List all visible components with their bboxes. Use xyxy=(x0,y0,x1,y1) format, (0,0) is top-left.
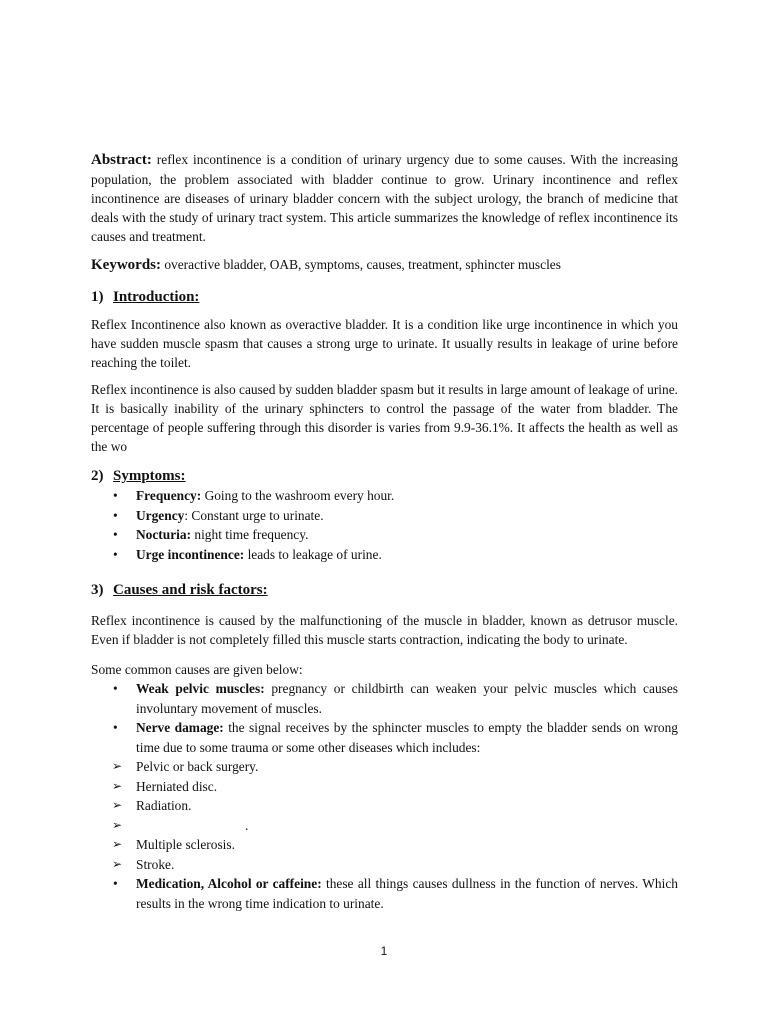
bullet-icon: • xyxy=(113,720,118,735)
keywords-text: overactive bladder, OAB, symptoms, causes, treatment, sphincter muscles xyxy=(161,257,561,272)
causes-paragraph-2: Some common causes are given below: xyxy=(91,662,303,677)
arrow-bullet-icon: ➢ xyxy=(112,778,123,793)
bullet-icon: • xyxy=(113,546,118,562)
abstract-paragraph xyxy=(91,150,678,246)
arrow-bullet-icon: ➢ xyxy=(112,798,123,812)
list-item: • Frequency: Going to the washroom every hour. xyxy=(91,486,678,506)
keywords-paragraph xyxy=(91,255,678,275)
section-heading-introduction: 1) Introduction: xyxy=(91,289,200,305)
bullet-icon: • xyxy=(113,488,118,503)
list-item: ➢ Stroke. xyxy=(91,855,678,875)
arrow-bullet-icon: ➢ xyxy=(112,759,123,773)
document-page xyxy=(91,150,678,913)
bullet-icon: • xyxy=(113,876,118,891)
abstract-text: reflex incontinence is a condition of urinary urgency due to some causes. With the increasing population, the problem associated with bladder continue to grow. Urinary incontinence and reflex incontinence are diseases of urinary bladder concern with the subject urology, the branch of medicine that deals with the study of urinary tract system. This article summarizes the knowledge of reflex incontinence its causes and treatment. xyxy=(91,152,678,244)
introduction-paragraph-1: Reflex Incontinence also known as overactive bladder. It is a condition like urge incontinence in which you have sudden muscle spasm that causes a strong urge to urinate. It usually results in leakage of urine before reaching the toilet. xyxy=(91,317,678,370)
list-item: ➢ . xyxy=(91,816,678,836)
list-item: • Nerve damage: the signal receives by the sphincter muscles to empty the bladder sends on wrong time due to some trauma or some other diseases which includes: xyxy=(113,720,678,755)
section-heading-causes: 3) Causes and risk factors: xyxy=(91,582,268,598)
abstract-label: Abstract: xyxy=(91,152,152,168)
list-item: • Weak pelvic muscles: pregnancy or childbirth can weaken your pelvic muscles which causes involuntary movement of muscles. xyxy=(113,681,679,716)
list-item: • Nocturia: night time frequency. xyxy=(91,525,678,545)
symptoms-list xyxy=(91,486,678,564)
arrow-bullet-icon: ➢ xyxy=(112,817,123,832)
introduction-paragraph-2: Reflex incontinence is also caused by sudden bladder spasm but it results in large amount of leakage of urine. It is basically inability of the urinary sphincters to control the passage of the water from bladder. The percentage of people suffering through this disorder is varies from 9.9-36.1%. It affects the health as well as the wo xyxy=(91,382,678,454)
causes-paragraph-1: Reflex incontinence is caused by the malfunctioning of the muscle in bladder, known as detrusor muscle. Even if bladder is not completely filled this muscle starts contraction, indicating the body to urinate. xyxy=(91,613,678,647)
arrow-bullet-icon: ➢ xyxy=(112,856,123,871)
section-heading-symptoms: 2) Symptoms: xyxy=(91,468,186,484)
list-item: • Urge incontinence: leads to leakage of urine. xyxy=(91,545,678,565)
arrow-bullet-icon: ➢ xyxy=(112,837,123,851)
list-item: ➢ Multiple sclerosis. xyxy=(91,835,678,855)
list-item: • Medication, Alcohol or caffeine: these all things causes dullness in the function of nerves. Which results in the wrong time indication to urinate. xyxy=(113,876,678,911)
list-item: ➢ Herniated disc. xyxy=(91,777,678,797)
causes-list xyxy=(91,679,678,913)
list-item: • Urgency: Constant urge to urinate. xyxy=(91,506,678,526)
keywords-label: Keywords: xyxy=(91,257,161,273)
bullet-icon: • xyxy=(113,527,118,542)
list-item: ➢ Pelvic or back surgery. xyxy=(91,757,678,777)
list-item: ➢ Radiation. xyxy=(91,796,678,816)
bullet-icon: • xyxy=(113,507,118,523)
page-number: 1 xyxy=(380,944,388,958)
bullet-icon: • xyxy=(113,681,118,696)
